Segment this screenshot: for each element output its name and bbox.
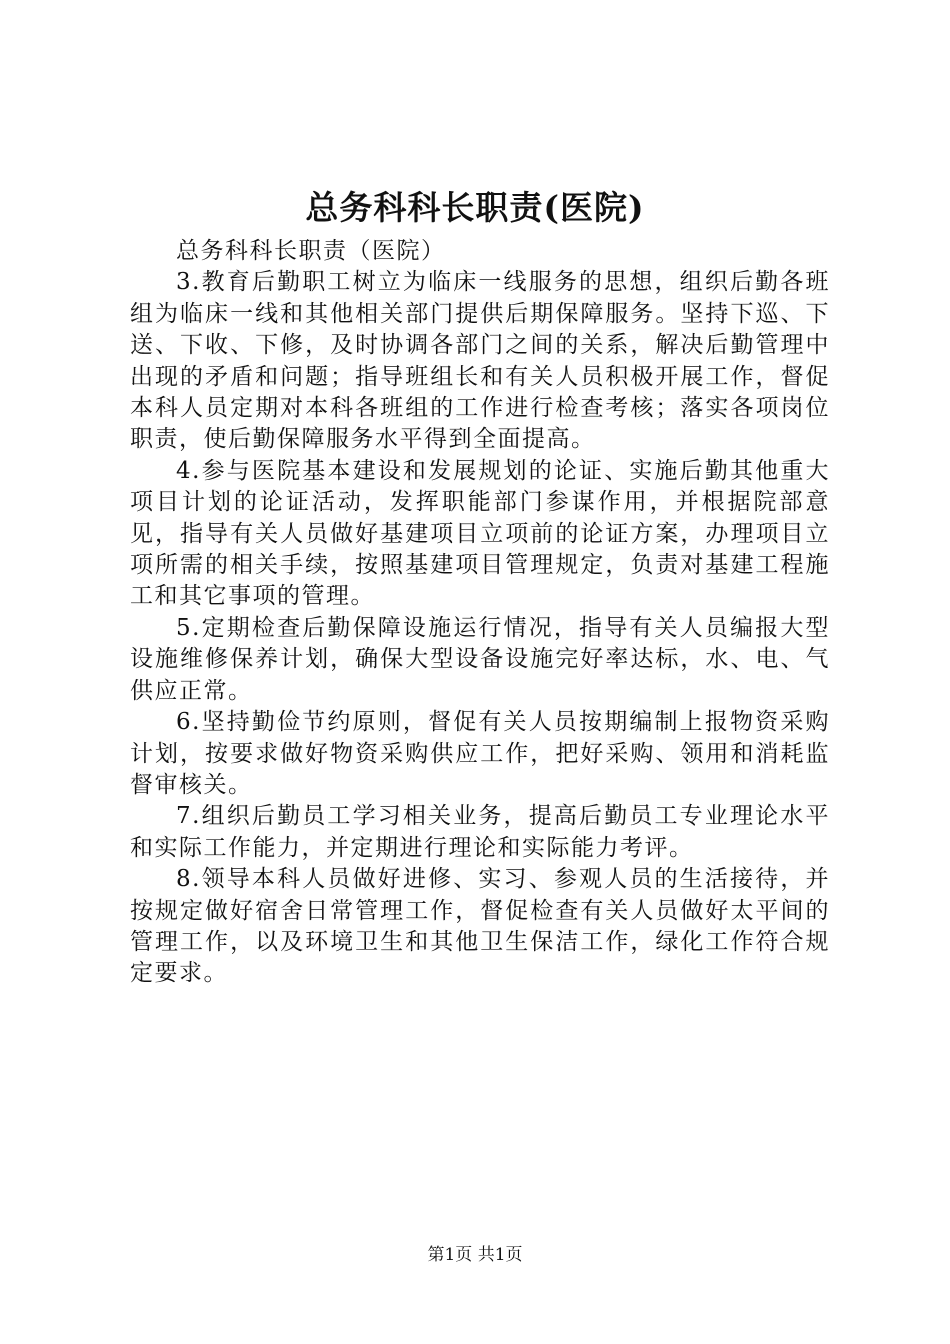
paragraph-item-4: 4.参与医院基本建设和发展规划的论证、实施后勤其他重大项目计划的论证活动，发挥职能部门参谋作用，并根据院部意见，指导有关人员做好基建项目立项前的论证方案，办理项目立项所需的相关手续，按照基建项目管理规定，负责对基建工程施工和其它事项的管理。	[130, 457, 830, 610]
paragraph-heading: 总务科科长职责（医院）	[176, 238, 446, 264]
paragraph-item-5: 5.定期检查后勤保障设施运行情况，指导有关人员编报大型设施维修保养计划，确保大型设备设施完好率达标，水、电、气供应正常。	[130, 614, 830, 704]
paragraph-item-7: 7.组织后勤员工学习相关业务，提高后勤员工专业理论水平和实际工作能力，并定期进行理论和实际能力考评。	[130, 803, 830, 861]
paragraph-item-8: 8.领导本科人员做好进修、实习、参观人员的生活接待，并按规定做好宿舍日常管理工作，督促检查有关人员做好太平间的管理工作，以及环境卫生和其他卫生保洁工作，绿化工作符合规定要求。	[130, 866, 830, 987]
document-title: 总务科科长职责(医院)	[305, 188, 645, 227]
paragraph-item-3: 3.教育后勤职工树立为临床一线服务的思想，组织后勤各班组为临床一线和其他相关部门提供后期保障服务。坚持下巡、下送、下收、下修，及时协调各部门之间的关系，解决后勤管理中出现的矛盾和问题；指导班组长和有关人员积极开展工作，督促本科人员定期对本科各班组的工作进行检查考核；落实各项岗位职责，使后勤保障服务水平得到全面提高。	[130, 269, 830, 453]
page-footer: 第1页 共1页	[427, 1245, 523, 1265]
document-body	[130, 236, 830, 990]
paragraph-item-6: 6.坚持勤俭节约原则，督促有关人员按期编制上报物资采购计划，按要求做好物资采购供应工作，把好采购、领用和消耗监督审核关。	[130, 709, 830, 798]
